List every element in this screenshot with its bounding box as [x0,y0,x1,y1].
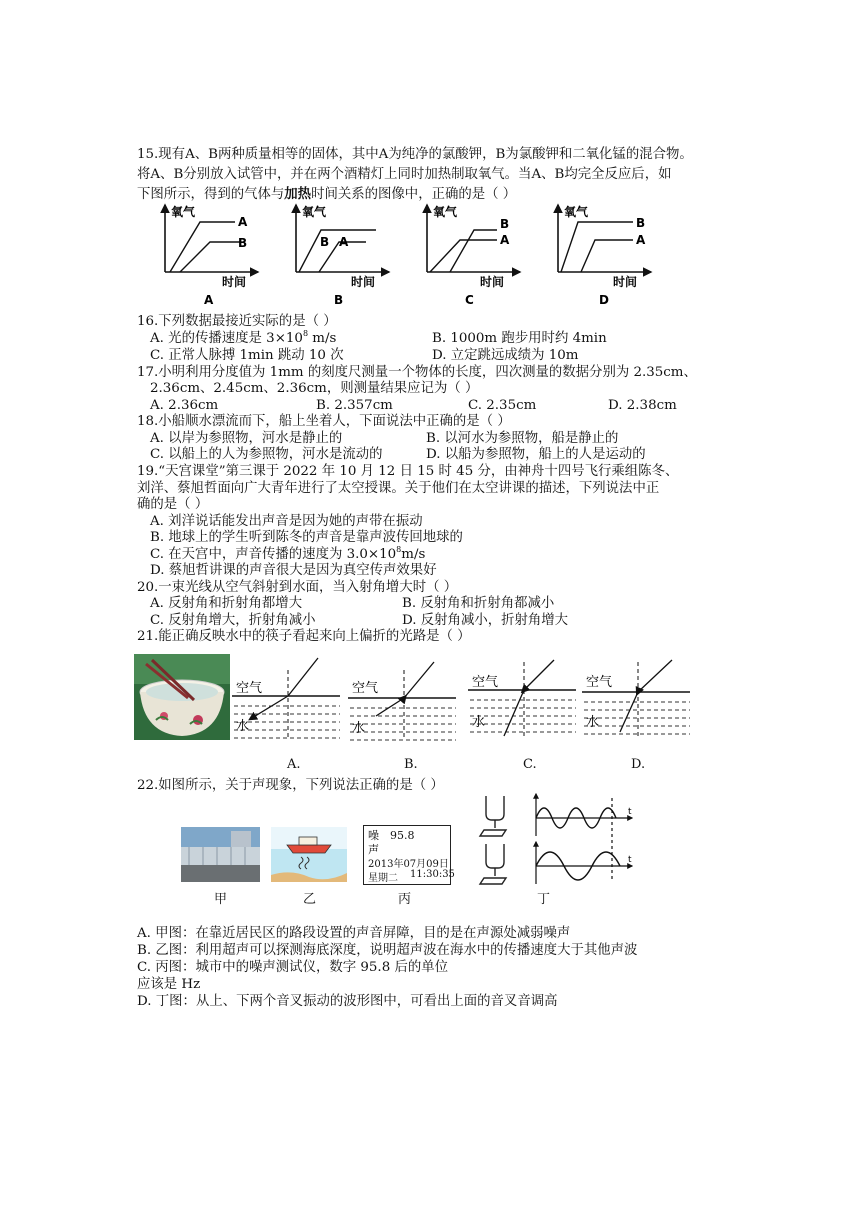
q19-line3: 确的是（ ） [137,497,209,512]
q16-option-a: A. 光的传播速度是 $3\times 10^8$ m/s [150,329,337,346]
q19-line1: 19.“天宫课堂”第三课于 2022 年 10 月 12 日 15 时 45 分，由神舟十四号飞行乘组陈冬、 [137,464,679,479]
path-diagram-b [348,662,456,740]
svg-text:B: B [500,217,510,231]
q17-line2: 2.36cm、2.45cm、2.36cm，则测量结果应记为（ ） [150,381,479,396]
q21-light-paths [232,652,722,744]
q18-option-b: B. 以河水为参照物，船是静止的 [426,431,619,446]
q17-option-a: A. 2.36cm [150,398,219,413]
q22-option-d: D. 丁图：从上、下两个音叉振动的波形图中，可看出上面的音叉音调高 [137,994,558,1009]
path-diagram-c [468,660,576,738]
fig-label-ding: 丁 [537,892,551,907]
q22-option-a: A. 甲图：在靠近居民区的路段设置的声音屏障，目的是在声源处减弱噪声 [137,926,571,941]
q15-line2: 将A、B分别放入试管中，并在两个酒精灯上同时加热制取氧气。当A、B均完全反应后，如 [137,167,672,182]
q18-option-c: C. 以船上的人为参照物，河水是流动的 [150,447,383,462]
svg-text:时间: 时间 [222,275,247,289]
graph-c [427,204,520,307]
svg-text:氧气: 氧气 [433,205,458,219]
svg-text:D: D [599,293,609,307]
svg-text:水: 水 [352,721,366,736]
svg-text:水: 水 [236,719,250,734]
svg-text:B: B [334,293,344,307]
q21-caption-a: A. [287,757,301,772]
noise-meter-display: 噪 95.8 声 2013年07月09日 星期二 11:30:35 [363,825,451,885]
bowl-chopsticks-photo [134,654,230,740]
q17-option-d: D. 2.38cm [608,398,677,413]
noise-date: 2013年07月09日 [368,859,449,870]
q21-caption-c: C. [523,757,537,772]
q19-line2: 刘洋、蔡旭哲面向广大青年进行了太空授课。关于他们在太空讲课的描述，下列说法中正 [137,481,660,496]
svg-text:A: A [636,233,646,247]
svg-text:B: B [238,236,248,250]
q15-line3: 下图所示，得到的气体与加热时间关系的图像中，正确的是（ ） [137,186,517,202]
q15-line1: 15.现有A、B两种质量相等的固体，其中A为纯净的氯酸钾，B为氯酸钾和二氧化锰的混合物。 [137,147,693,162]
q19-option-b: B. 地球上的学生听到陈冬的声音是靠声波传回地球的 [150,530,463,545]
q21-stem: 21.能正确反映水中的筷子看起来向上偏折的光路是（ ） [137,629,471,644]
svg-text:氧气: 氧气 [564,205,589,219]
q19-option-a: A. 刘洋说话能发出声音是因为她的声带在振动 [150,514,423,529]
svg-text:A: A [204,293,214,307]
svg-text:氧气: 氧气 [302,205,327,219]
svg-text:水: 水 [472,715,486,730]
svg-text:A: A [238,215,248,229]
q17-option-c: C. 2.35cm [468,398,537,413]
graph-d [558,204,651,307]
q17-option-b: B. 2.357cm [316,398,393,413]
q18-option-d: D. 以船为参照物，船上的人是运动的 [426,447,646,462]
sound-barrier-photo [181,827,260,882]
fig-label-jia: 甲 [214,892,228,907]
tuning-forks [476,792,516,888]
graph-a-ylabel: 氧气 [171,205,196,219]
path-diagram-d [582,660,690,738]
svg-text:B: B [636,216,646,230]
q17-line1: 17.小明利用分度值为 1mm 的刻度尺测量一个物体的长度，四次测量的数据分别为 2.35cm、 [137,365,697,380]
q21-caption-d: D. [631,757,646,772]
q15-graphs [140,200,680,310]
graph-b [296,204,389,307]
fig-label-yi: 乙 [303,892,317,907]
noise-time: 11:30:35 [410,869,455,880]
q19-option-c: C. 在天宫中，声音传播的速度为 $3.0\times 10^8m/s$ [150,545,426,562]
q20-stem: 20.一束光线从空气斜射到水面，当入射角增大时（ ） [137,580,458,595]
q22-option-c-line1: C. 丙图：城市中的噪声测试仪，数字 95.8 后的单位 [137,960,449,975]
svg-text:水: 水 [586,715,600,730]
q19-option-d: D. 蔡旭哲讲课的声音很大是因为真空传声效果好 [150,563,437,578]
q20-option-c: C. 反射角增大，折射角减小 [150,613,316,628]
q18-stem: 18.小船顺水漂流而下，船上坐着人，下面说法中正确的是（ ） [137,414,511,429]
q16-option-c: C. 正常人脉搏 1min 跳动 10 次 [150,348,344,363]
svg-text:时间: 时间 [351,275,376,289]
q21-caption-b: B. [404,757,418,772]
path-diagram-a [232,658,340,740]
svg-text:空气: 空气 [472,675,499,690]
fig-label-bing: 丙 [398,892,412,907]
q22-option-c-line2: 应该是 Hz [137,977,201,992]
q16-option-d: D. 立定跳远成绩为 10m [432,348,579,363]
q20-option-d: D. 反射角减小，折射角增大 [402,613,569,628]
q22-option-b: B. 乙图：利用超声可以探测海底深度，说明超声波在海水中的传播速度大于其他声波 [137,943,638,958]
svg-text:C: C [465,293,474,307]
svg-text:时间: 时间 [613,275,638,289]
svg-text:空气: 空气 [586,675,613,690]
q20-option-b: B. 反射角和折射角都减小 [402,596,555,611]
q18-option-a: A. 以岸为参照物，河水是静止的 [150,431,343,446]
svg-text:A: A [500,233,510,247]
noise-value: 95.8 [390,829,415,842]
svg-text:B: B [320,235,330,249]
q16-stem: 16.下列数据最接近实际的是（ ） [137,314,337,329]
svg-text:A: A [339,235,349,249]
q20-option-a: A. 反射角和折射角都增大 [150,596,303,611]
q16-option-b: B. 1000m 跑步用时约 4min [432,331,607,346]
svg-text:t: t [628,855,632,865]
svg-text:时间: 时间 [480,275,505,289]
sonar-ship-drawing [271,827,347,882]
waveform-graphs [528,792,640,888]
svg-text:空气: 空气 [352,681,379,696]
svg-text:t: t [628,807,632,817]
svg-text:空气: 空气 [236,681,263,696]
q22-stem: 22.如图所示，关于声现象，下列说法正确的是（ ） [137,778,444,793]
graph-a [165,204,258,307]
